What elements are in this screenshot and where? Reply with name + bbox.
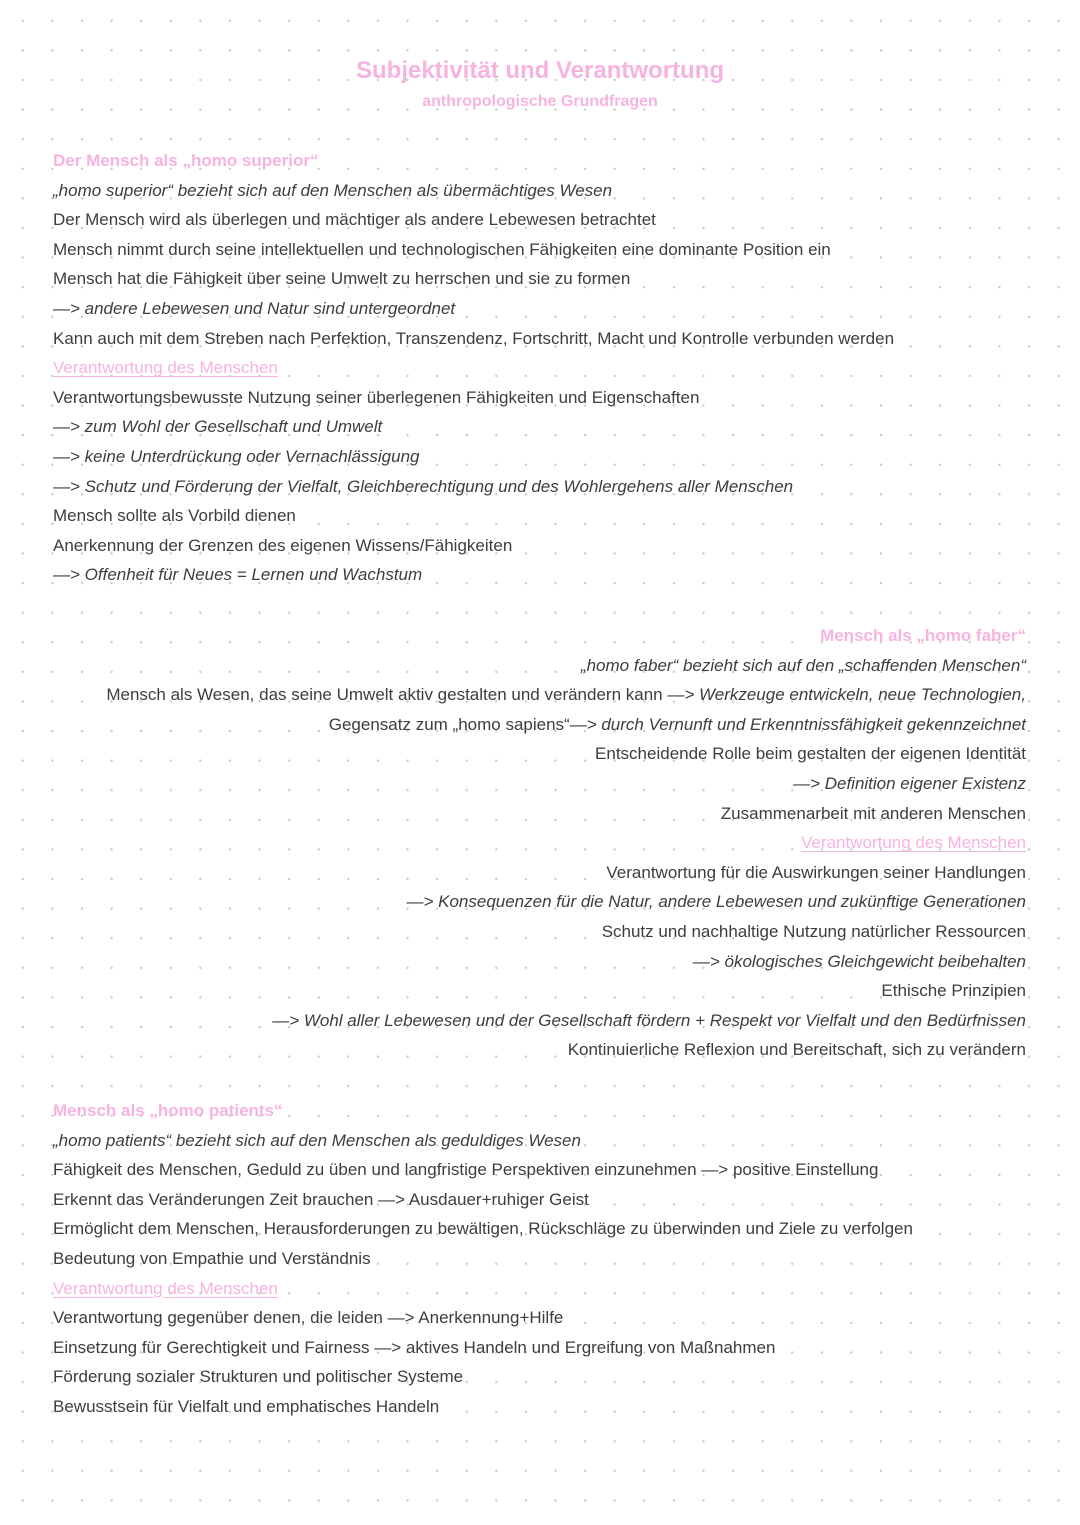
text-line: Zusammenarbeit mit anderen Menschen bbox=[720, 803, 1026, 823]
text-line: Bedeutung von Empathie und Verständnis bbox=[53, 1248, 371, 1268]
text-segment: —> durch Vernunft und Erkenntnissfähigkeit gekennzeichnet bbox=[569, 714, 1026, 734]
text-line: „homo superior“ bezieht sich auf den Menschen als übermächtiges Wesen bbox=[53, 180, 613, 200]
text-line: Ethische Prinzipien bbox=[881, 981, 1026, 1001]
section-homo-patients bbox=[53, 1096, 1026, 1422]
section-heading: Der Mensch als „homo superior“ bbox=[53, 151, 319, 170]
text-line: Kann auch mit dem Streben nach Perfektion, Transzendenz, Fortschritt, Macht und Kontrolle verbunden werden bbox=[53, 328, 895, 348]
text-line: Entscheidende Rolle beim gestalten der eigenen Identität bbox=[595, 744, 1026, 764]
text-line: —> keine Unterdrückung oder Vernachlässigung bbox=[53, 446, 420, 466]
text-segment: Mensch als Wesen, das seine Umwelt aktiv gestalten und verändern kann bbox=[106, 685, 668, 705]
text-line: —> andere Lebewesen und Natur sind untergeordnet bbox=[53, 298, 456, 318]
text-line: „homo faber“ bezieht sich auf den „schaffenden Menschen“ bbox=[580, 655, 1026, 675]
page-title: Subjektivität und Verantwortung bbox=[355, 57, 725, 84]
subheading-responsibility: Verantwortung des Menschen bbox=[53, 358, 278, 378]
text-line: Erkennt das Veränderungen Zeit brauchen —> Ausdauer+ruhiger Geist bbox=[53, 1189, 589, 1209]
text-line: Fähigkeit des Menschen, Geduld zu üben und langfristige Perspektiven einzunehmen —> positive Einstellung bbox=[53, 1160, 879, 1180]
text-line: Schutz und nachhaltige Nutzung natürlicher Ressourcen bbox=[601, 921, 1026, 941]
text-line: Ermöglicht dem Menschen, Herausforderungen zu bewältigen, Rückschläge zu überwinden und Ziele zu verfolgen bbox=[53, 1219, 913, 1239]
text-line: Anerkennung der Grenzen des eigenen Wissens/Fähigkeiten bbox=[53, 535, 513, 555]
text-line bbox=[53, 680, 1026, 710]
text-line: Verantwortung für die Auswirkungen seiner Handlungen bbox=[606, 862, 1026, 882]
text-line: Verantwortungsbewusste Nutzung seiner überlegenen Fähigkeiten und Eigenschaften bbox=[53, 387, 700, 407]
text-line: —> zum Wohl der Gesellschaft und Umwelt bbox=[53, 417, 383, 437]
subheading-responsibility: Verantwortung des Menschen bbox=[801, 833, 1026, 853]
text-line: —> Schutz und Förderung der Vielfalt, Gleichberechtigung und des Wohlergehens aller Menschen bbox=[53, 476, 794, 496]
text-segment: —> Werkzeuge entwickeln, neue Technologien, bbox=[667, 685, 1026, 705]
text-line: Förderung sozialer Strukturen und politischer Systeme bbox=[53, 1367, 464, 1387]
subheading-responsibility: Verantwortung des Menschen bbox=[53, 1278, 278, 1298]
text-line: „homo patients“ bezieht sich auf den Menschen als geduldiges Wesen bbox=[53, 1130, 581, 1150]
text-line: Mensch hat die Fähigkeit über seine Umwelt zu herrschen und sie zu formen bbox=[53, 269, 631, 289]
section-homo-faber bbox=[53, 621, 1026, 1065]
text-line: Einsetzung für Gerechtigkeit und Fairness —> aktives Handeln und Ergreifung von Maßnahmen bbox=[53, 1337, 776, 1357]
text-line: —> ökologisches Gleichgewicht beibehalten bbox=[692, 951, 1026, 971]
section-heading: Mensch als „homo patients“ bbox=[53, 1101, 283, 1120]
text-line: Der Mensch wird als überlegen und mächtiger als andere Lebewesen betrachtet bbox=[53, 210, 656, 230]
text-line: —> Offenheit für Neues = Lernen und Wachstum bbox=[53, 565, 423, 585]
section-homo-superior bbox=[53, 146, 1026, 590]
text-line: Mensch sollte als Vorbild dienen bbox=[53, 506, 296, 526]
text-segment: Gegensatz zum „homo sapiens“ bbox=[328, 714, 570, 734]
text-line: —> Konsequenzen für die Natur, andere Lebewesen und zukünftige Generationen bbox=[406, 892, 1026, 912]
text-line: Bewusstsein für Vielfalt und emphatisches Handeln bbox=[53, 1396, 440, 1416]
text-line: Mensch nimmt durch seine intellektuellen und technologischen Fähigkeiten eine dominante Position ein bbox=[53, 239, 831, 259]
section-heading: Mensch als „homo faber“ bbox=[820, 626, 1026, 645]
text-line bbox=[53, 710, 1026, 740]
page-subtitle: anthropologische Grundfragen bbox=[422, 93, 658, 110]
text-line: Verantwortung gegenüber denen, die leiden —> Anerkennung+Hilfe bbox=[53, 1308, 564, 1328]
text-line: Kontinuierliche Reflexion und Bereitschaft, sich zu verändern bbox=[567, 1040, 1026, 1060]
text-line: —> Wohl aller Lebewesen und der Gesellschaft fördern + Respekt vor Vielfalt und den Bedürfnissen bbox=[272, 1010, 1026, 1030]
text-line: —> Definition eigener Existenz bbox=[793, 773, 1026, 793]
